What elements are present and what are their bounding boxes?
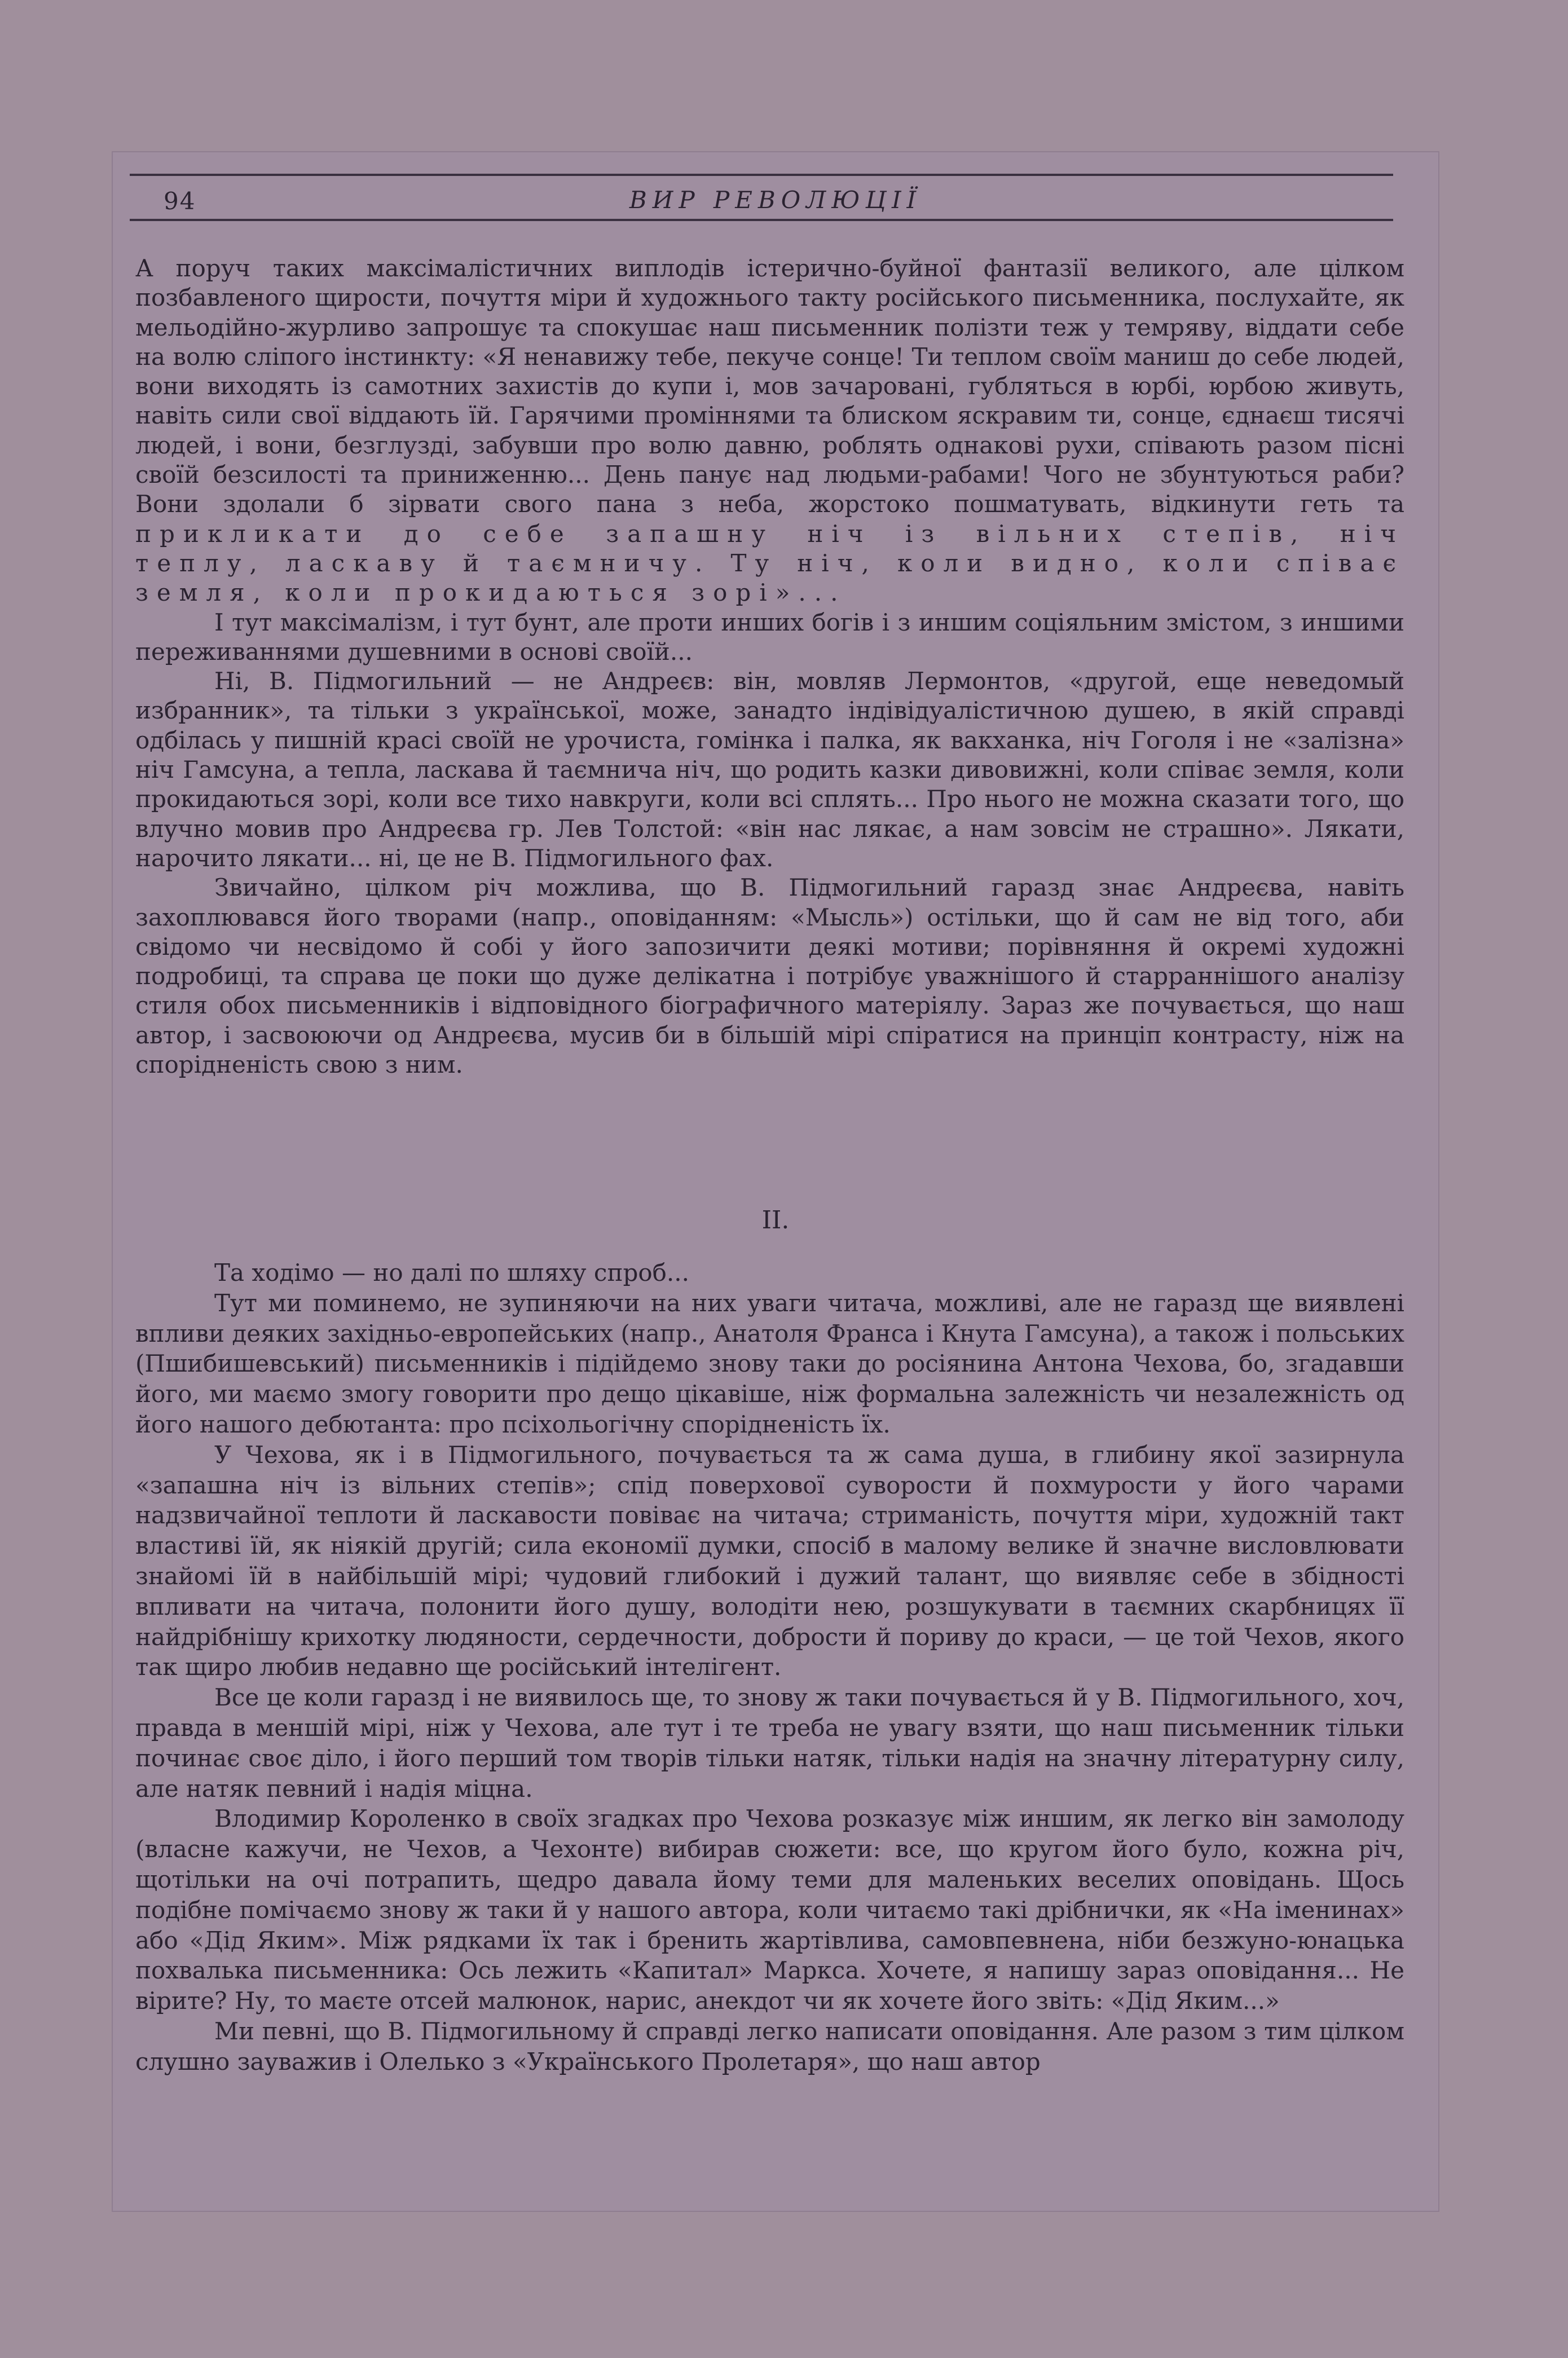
paragraph: У Чехова, як і в Підмогильного, почувається та ж сама душа, в глибину якої зазирнула «запашна ніч із вільних степів»; спід поверхової суворости й похмурости у його чарами надзвичайної теплоти й ласкавости повіває на читача; стриманість, почуття міри, художній такт властиві їй, як ніякій другій; сила економії думки, спосіб в малому велике й значне висловлювати знайомі їй в найбільшій мірі; чудовий глибокий і дужий талант, що виявляє себе в збідності впливати на читача, полонити його душу, володіти нею, розшукувати в таємних скарбницях її найдрібнішу крихотку людяности, сердечности, добрости й пориву до краси, — це той Чехов, якого так щиро любив недавно ще російський інтелігент.	[135, 1440, 1404, 1681]
section-one-text	[135, 254, 1404, 1079]
paragraph: І тут максімалізм, і тут бунт, але проти инших богів і з иншим соціяльним змістом, з иншими переживаннями душевними в основі своїй...	[135, 608, 1404, 665]
paragraph: Все це коли гаразд і не виявилось ще, то знову ж таки почувається й у В. Підмогильного, хоч, правда в меншій мірі, ніж у Чехова, але тут і те треба не увагу взяти, що наш письменник тільки починає своє діло, і його перший том творів тільки натяк, тільки надія на значну літературну силу, але натяк певний і надія міцна.	[135, 1683, 1404, 1802]
running-title: ВИР РЕВОЛЮЦІЇ	[629, 186, 922, 214]
page-number: 94	[164, 187, 196, 215]
paragraph: Та ходімо — но далі по шляху спроб...	[214, 1259, 689, 1286]
paragraph: Тут ми поминемо, не зупиняючи на них уваги читача, можливі, але не гаразд ще виявлені впливи деяких західньо-европейських (напр., Анатоля Франса і Кнута Гамсуна), а також і польських (Пшибишевський) письменників і підійдемо знову таки до росіянина Антона Чехова, бо, згадавши його, ми маємо змогу говорити про дещо цікавіше, ніж формальна залежність чи незалежність од його нашого дебютанта: про псіхольогічну спорідненість їх.	[135, 1289, 1404, 1438]
paragraph: Ні, В. Підмогильний — не Андреєв: він, мовляв Лермонтов, «другой, еще неведомый избранник», та тільки з української, може, занадто індівідуалістичною душею, в якій справді одбілась у пишній красі своїй не урочиста, гомінка і палка, як вакханка, ніч Гоголя і не «залізна» ніч Гамсуна, а тепла, ласкава й таємнича ніч, що родить казки дивовижні, коли співає земля, коли прокидаються зорі, коли все тихо навкруги, коли всі сплять... Про нього не можна сказати того, що влучно мовив про Андреєва гр. Лев Толстой: «він нас лякає, а нам зовсім не страшно». Лякати, нарочито лякати... ні, це не В. Підмогильного фах.	[135, 667, 1404, 872]
journal-page	[113, 152, 1438, 2211]
paragraph: Звичайно, цілком річ можлива, що В. Підмогильний гаразд знає Андреєва, навіть захоплювався його творами (напр., оповіданням: «Мысль») остільки, що й сам не від того, аби свідомо чи несвідомо й собі у його запозичити деякі мотиви; порівняння й окремі художні подробиці, та справа це поки що дуже делікатна і потрібує уважнішого й старраннішого аналізу стиля обох письменників і відповідного біографичного матеріялу. Зараз же почувається, що наш автор, і засвоюючи од Андреєва, мусив би в більшій мірі спіратися на принціп контрасту, ніж на спорідненість свою з ним.	[135, 874, 1404, 1079]
paragraph: Влодимир Короленко в своїх згадках про Чехова розказує між иншим, як легко він замолоду (власне кажучи, не Чехов, а Чехонте) вибирав сюжети: все, що кругом його було, кожна річ, щотільки на очі потрапить, щедро давала йому теми для маленьких веселих оповідань. Щось подібне помічаємо знову ж таки й у нашого автора, коли читаємо такі дрібнички, як «На іменинах» або «Дід Яким». Між рядками їх так і бренить жартівлива, самовпевнена, ніби безжуно-юнацька похвалька письменника: Ось лежить «Капитал» Маркса. Хочете, я напишу зараз оповідання... Не вірите? Ну, то маєте отсей малюнок, нарис, анекдот чи як хочете його звіть: «Дід Яким...»	[135, 1805, 1404, 2015]
paragraph-text: А поруч таких максімалістичних виплодів істерично-буйної фантазії великого, але цілком позбавленого щирости, почуття міри й художнього такту російського письменника, послухайте, як мельодійно-журливо запрошує та спокушає наш письменник полізти теж у темряву, віддати себе на волю сліпого інстинкту: «Я ненавижу тебе, пекуче сонце! Ти теплом своїм маниш до себе людей, вони виходять із самотних захистів до купи і, мов зачаровані, губляться в юрбі, юрбою живуть, навіть сили свої віддають їй. Гарячими проміннями та блиском яскравим ти, сонце, єднаєш тисячі людей, і вони, безглузді, забувши про волю давню, роблять однакові рухи, співають разом пісні своїй безсилості та приниженню... День панує над людьми-рабами! Чого не збунтуються раби? Вони здолали б зірвати свого пана з неба, жорстоко пошматувать, відкинути геть та	[135, 254, 1404, 518]
section-numeral: II.	[761, 1206, 790, 1235]
header-bottom-rule	[130, 219, 1393, 221]
section-two-text	[135, 1258, 1404, 2077]
spaced-emphasis-text: прикликати до себе запашну ніч із вільних степів, ніч теплу, ласкаву й таємничу. Ту ніч, коли видно, коли співає земля, коли прокидаються зорі»...	[135, 519, 1404, 607]
paragraph	[135, 254, 1404, 608]
paragraph: Ми певні, що В. Підмогильному й справді легко написати оповідання. Але разом з тим цілком слушно зауважив і Олелько з «Українського Пролетаря», що наш автор	[135, 2017, 1404, 2075]
header-top-rule	[130, 174, 1393, 176]
